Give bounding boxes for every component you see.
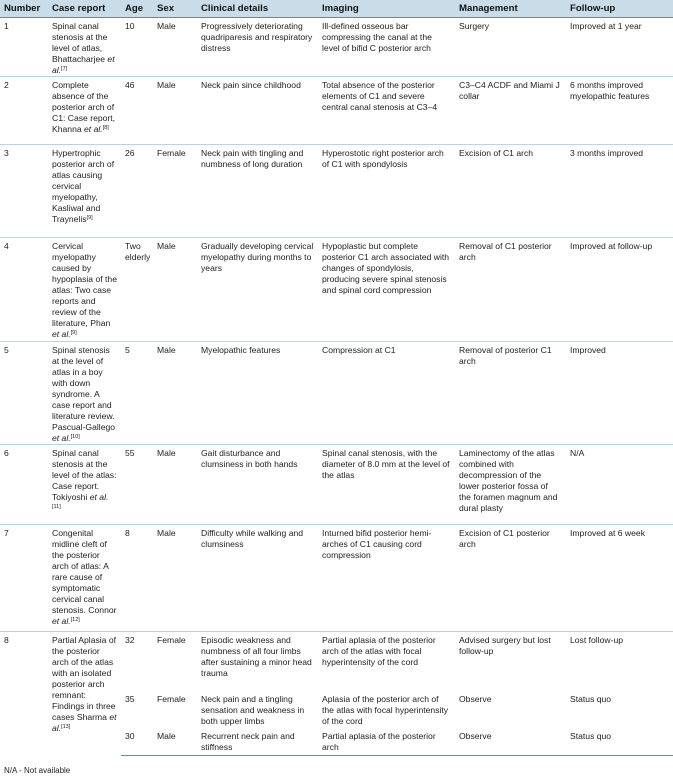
cell-number: 6	[0, 445, 48, 525]
cell-sex: Male	[153, 342, 197, 445]
table-footnote: N/A - Not available	[4, 766, 71, 775]
cell-sex: Male	[153, 77, 197, 145]
case-title: Cervical myelopathy caused by hypoplasia of the atlas: Two case reports and review of the literature, Phan	[52, 241, 117, 328]
case-ref: [12]	[70, 617, 80, 623]
cell-sex: Female	[153, 145, 197, 238]
cell-imaging: Partial aplasia of the posterior arch	[318, 728, 455, 756]
cell-management: Observe	[455, 728, 566, 756]
table-row	[0, 77, 673, 145]
cell-imaging: Ill-defined osseous bar compressing the canal at the level of bifid C posterior arch	[322, 21, 432, 53]
cell-sex: Female	[153, 632, 197, 691]
header-case-report: Case report	[48, 0, 121, 18]
cell-management: Advised surgery but lost follow-up	[455, 632, 566, 691]
cell-management: Excision of C1 posterior arch	[455, 525, 566, 632]
cell-case-report	[48, 18, 121, 77]
cell-sex: Male	[153, 525, 197, 632]
cell-number: 5	[0, 342, 48, 445]
header-management: Management	[455, 0, 566, 18]
cell-sex: Male	[153, 238, 197, 342]
cell-management: C3–C4 ACDF and Miami J collar	[455, 77, 566, 145]
cell-clinical: Neck pain with tingling and numbness of long duration	[197, 145, 318, 238]
cell-case-report	[48, 525, 121, 632]
case-ref: [8]	[102, 125, 109, 131]
case-etal: et al.	[52, 616, 71, 626]
cell-followup: N/A	[566, 445, 673, 525]
case-ref: [13]	[61, 724, 71, 730]
cell-case-report	[48, 77, 121, 145]
cell-number: 7	[0, 525, 48, 632]
cell-number: 1	[4, 21, 9, 31]
cell-clinical: Recurrent neck pain and stiffness	[197, 728, 318, 756]
case-etal: et al.	[52, 433, 71, 443]
cell-imaging: Inturned bifid posterior hemi-arches of C1 causing cord compression	[318, 525, 455, 632]
case-etal: et al.	[52, 712, 117, 733]
table-row	[0, 238, 673, 342]
cell-followup: Improved	[566, 342, 673, 445]
cell-followup: Status quo	[570, 693, 612, 704]
cell-age: Two elderly	[121, 238, 153, 342]
cell-sex: Male	[153, 728, 197, 756]
cell-clinical: Neck pain and a tingling sensation and weakness in both upper limbs	[201, 693, 305, 726]
case-title: Spinal stenosis at the level of atlas in a boy with down syndrome. A case report and literature review. Pascual-Gallego	[52, 345, 116, 432]
header-age: Age	[121, 0, 153, 18]
header-imaging: Imaging	[318, 0, 455, 18]
cell-sex: Female	[157, 693, 186, 704]
table-row	[0, 632, 673, 691]
case-title: Complete absence of the posterior arch of C1: Case report, Khanna	[52, 80, 116, 134]
cell-management: Removal of posterior C1 arch	[455, 342, 566, 445]
header-sex: Sex	[153, 0, 197, 18]
case-title: Spinal canal stenosis at the level of atlas, Bhattacharjee	[52, 21, 108, 64]
cell-management: Excision of C1 arch	[455, 145, 566, 238]
cell-age: 46	[121, 77, 153, 145]
cell-clinical: Gradually developing cervical myelopathy during months to years	[197, 238, 318, 342]
case-title: Congenital midline cleft of the posterior arch of atlas: A rare cause of symptomatic cervical canal stenosis. Connor	[52, 528, 117, 615]
cell-number: 8	[0, 632, 48, 756]
case-etal: et al.	[84, 124, 103, 134]
cell-case-report	[48, 145, 121, 238]
cell-case-report	[48, 238, 121, 342]
table-row	[0, 445, 673, 525]
cell-clinical: Difficulty while walking and clumsiness	[197, 525, 318, 632]
cell-sex: Male	[157, 21, 176, 31]
table-row	[0, 145, 673, 238]
cell-management: Observe	[459, 693, 492, 704]
cell-imaging: Total absence of the posterior elements of C1 and severe central canal stenosis at C3–4	[318, 77, 455, 145]
cell-management: Removal of C1 posterior arch	[455, 238, 566, 342]
case-ref: [9]	[86, 215, 93, 221]
cell-followup: Lost follow-up	[566, 632, 673, 691]
cell-followup: Improved at 6 week	[566, 525, 673, 632]
cell-age: 8	[121, 525, 153, 632]
cell-imaging: Hyperostotic right posterior arch of C1 with spondylosis	[318, 145, 455, 238]
cell-age: 26	[121, 145, 153, 238]
case-etal: et al.	[89, 492, 109, 502]
case-title: Partial Aplasia of the posterior arch of the atlas with an isolated posterior arch remnant: Findings in three cases Sharma	[52, 635, 117, 722]
cell-age: 10	[125, 21, 135, 31]
cell-clinical: Episodic weakness and numbness of all four limbs after sustaining a minor head trauma	[197, 632, 318, 691]
header-number: Number	[0, 0, 48, 18]
cell-clinical: Gait disturbance and clumsiness in both hands	[197, 445, 318, 525]
cell-clinical: Neck pain since childhood	[197, 77, 318, 145]
header-row	[0, 0, 673, 18]
cell-imaging: Spinal canal stenosis, with the diameter of 8.0 mm at the level of the atlas	[318, 445, 455, 525]
table-row	[0, 342, 673, 445]
case-title: Hypertrophic posterior arch of atlas causing cervical myelopathy, Kasliwal and Traynelis	[52, 148, 115, 224]
header-clinical: Clinical details	[197, 0, 318, 18]
cell-management: Surgery	[459, 21, 490, 31]
cell-followup: 6 months improved myelopathic features	[566, 77, 673, 145]
cell-followup: Status quo	[566, 728, 673, 756]
case-etal: et al.	[52, 54, 115, 75]
cell-management: Laminectomy of the atlas combined with decompression of the lower posterior fossa of the foramen magnum and dural plasty	[455, 445, 566, 525]
case-title: Spinal canal stenosis at the level of the atlas: Case report. Tokiyoshi	[52, 448, 117, 502]
table-row	[0, 18, 673, 77]
cell-age: 30	[121, 728, 153, 756]
cell-number: 2	[0, 77, 48, 145]
cell-number: 4	[0, 238, 48, 342]
case-ref: [7]	[61, 66, 68, 72]
case-ref: [10]	[70, 434, 80, 440]
cell-age: 5	[121, 342, 153, 445]
cell-clinical: Myelopathic features	[197, 342, 318, 445]
cell-imaging: Aplasia of the posterior arch of the atlas with focal hyperintensity of the cord	[322, 693, 449, 726]
case-ref: [11]	[52, 504, 61, 510]
case-etal: et al.	[52, 329, 71, 339]
cell-age: 35	[125, 693, 135, 704]
cell-imaging: Hypoplastic but complete posterior C1 arch associated with changes of spondylosis, producing severe spinal stenosis and spinal cord compression	[318, 238, 455, 342]
cell-clinical: Progressively deteriorating quadriparesis and respiratory distress	[201, 21, 313, 53]
table-row	[0, 525, 673, 632]
cell-followup: Improved at follow-up	[566, 238, 673, 342]
cell-case-report	[48, 445, 121, 525]
cell-followup: Improved at 1 year	[570, 21, 642, 31]
cell-case-report	[48, 632, 121, 756]
cell-sex: Male	[153, 445, 197, 525]
cell-age: 55	[121, 445, 153, 525]
case-ref: [9]	[70, 330, 77, 336]
cell-imaging: Compression at C1	[318, 342, 455, 445]
header-followup: Follow-up	[566, 0, 673, 18]
cell-case-report	[48, 342, 121, 445]
cell-followup: 3 months improved	[566, 145, 673, 238]
cell-imaging: Partial aplasia of the posterior arch of the atlas with focal hyperintensity of the cord	[318, 632, 455, 691]
cell-age: 32	[121, 632, 153, 691]
cell-number: 3	[0, 145, 48, 238]
